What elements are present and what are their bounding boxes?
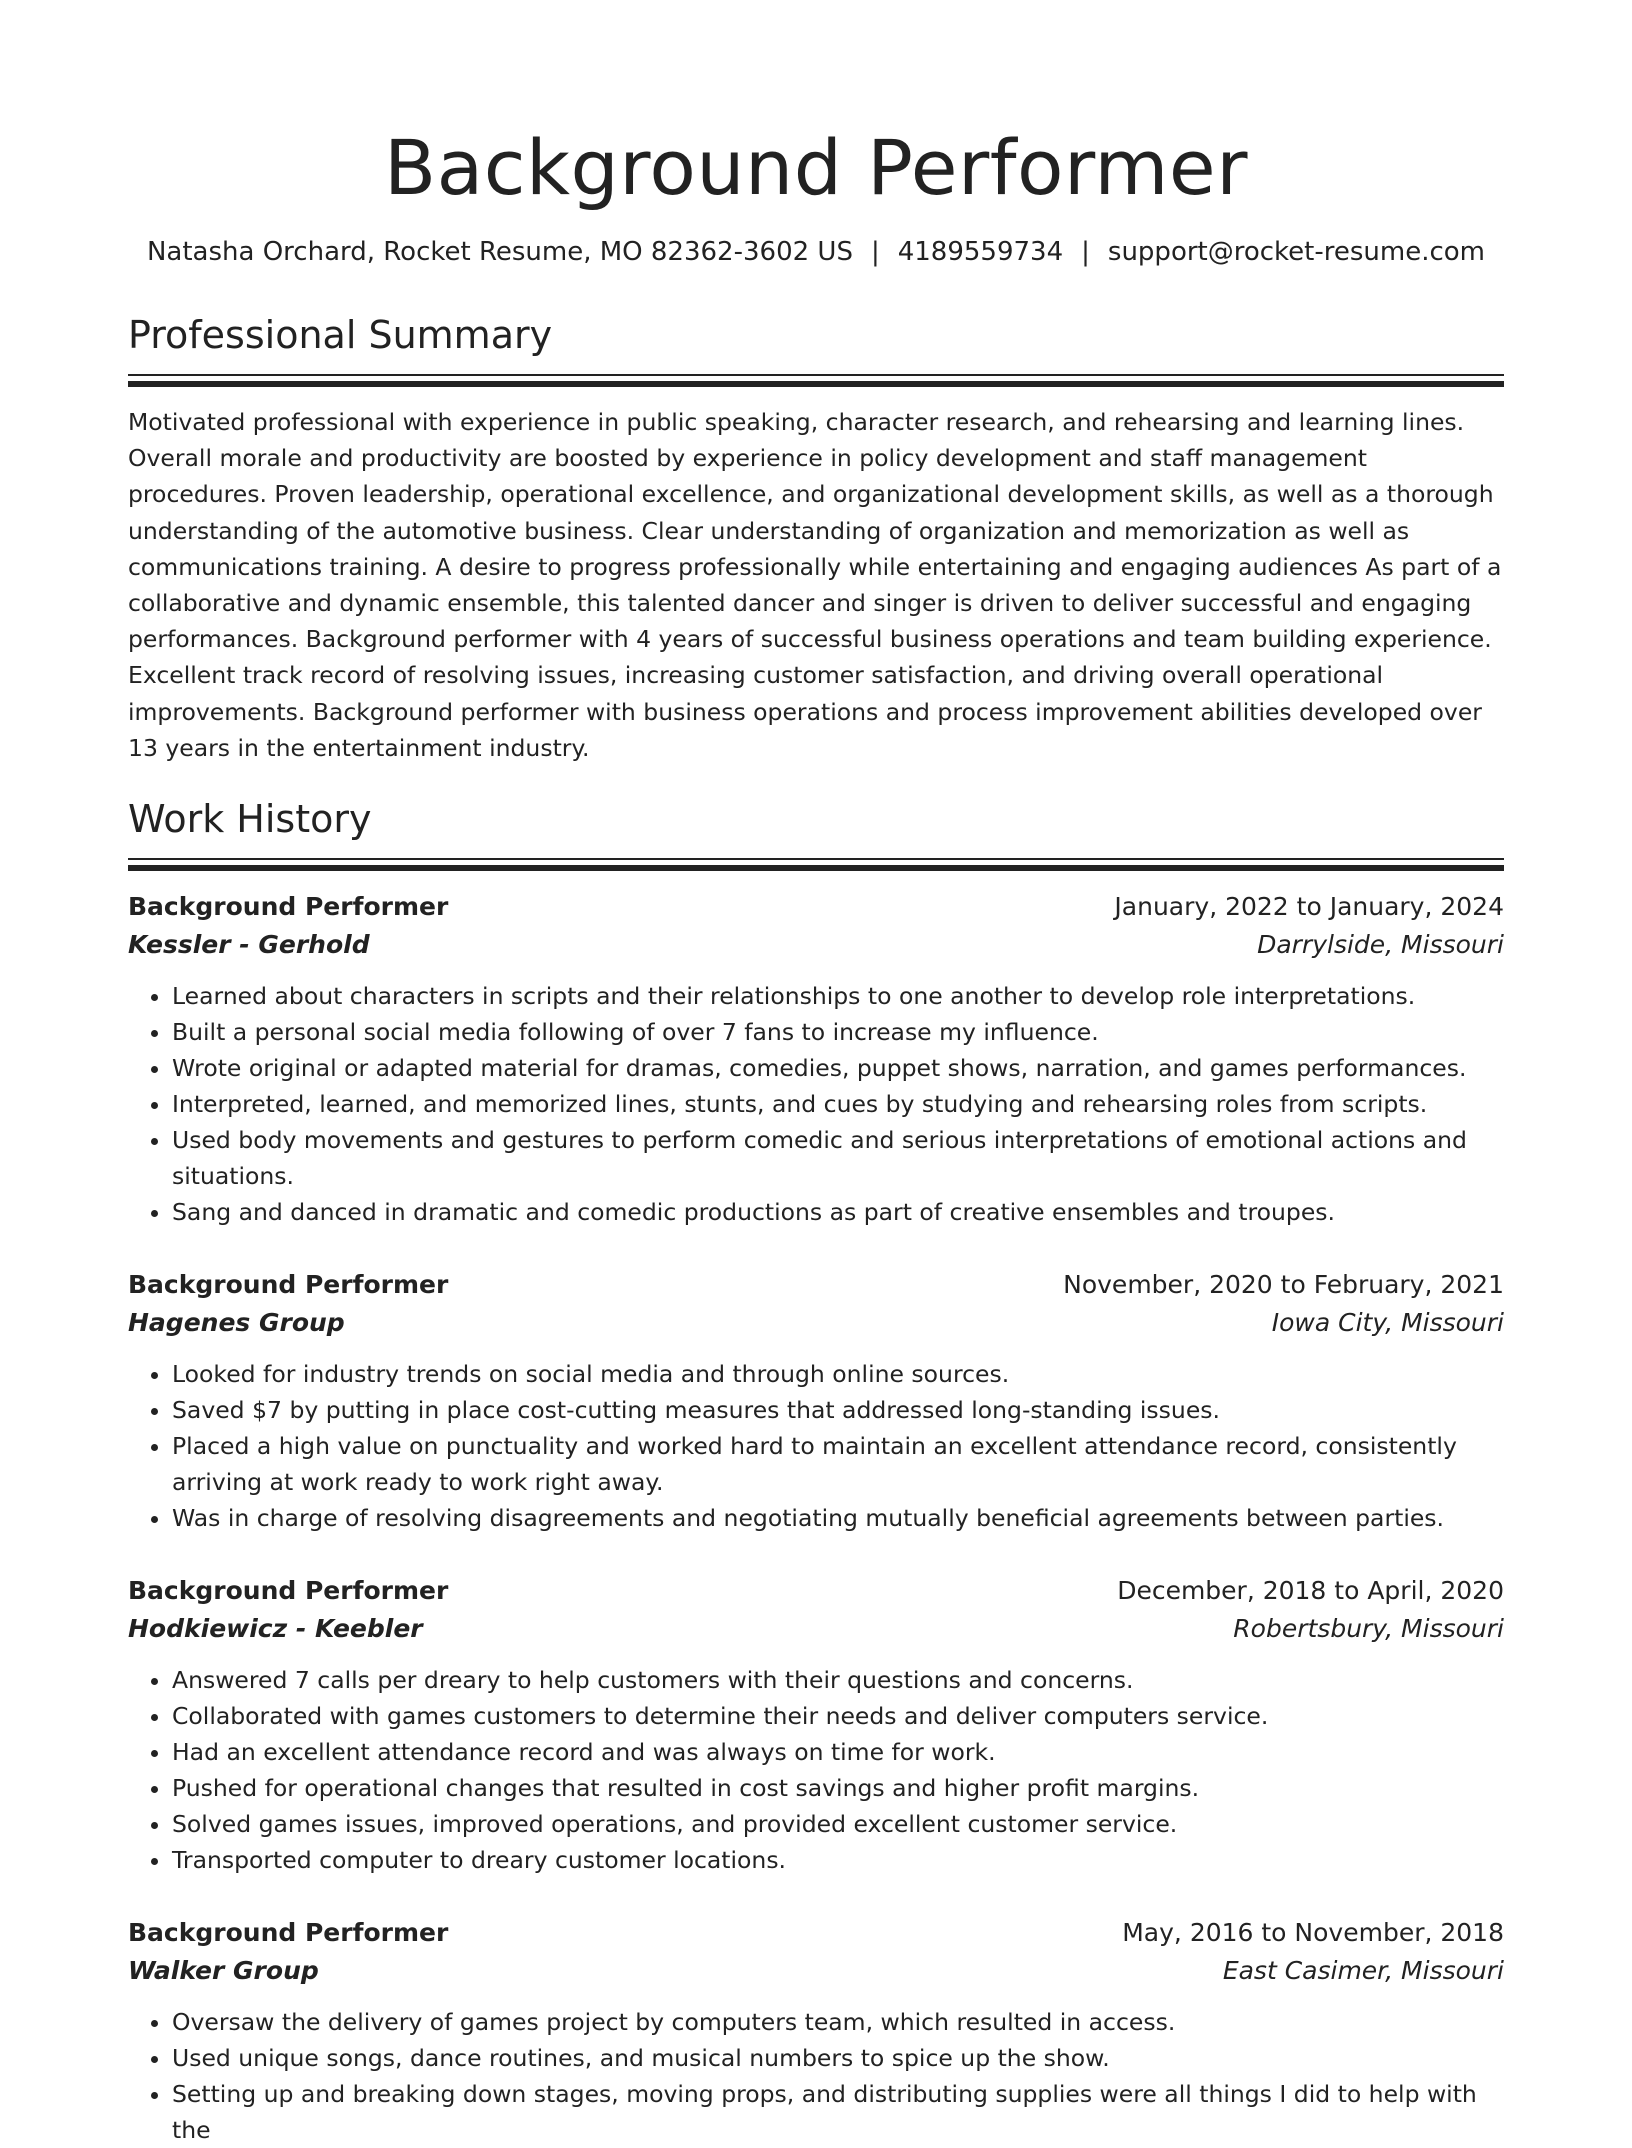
job-entry [128, 1572, 1504, 1878]
job-company: Hagenes Group [128, 1308, 345, 1338]
section-divider [128, 374, 1504, 386]
job-location: East Casimer, Missouri [1222, 1956, 1504, 1986]
job-company: Hodkiewicz - Keebler [128, 1614, 423, 1644]
job-header-row [128, 1572, 1504, 1610]
summary-section [128, 310, 1504, 766]
divider-thin-line [128, 858, 1504, 860]
divider-thick-line [128, 865, 1504, 871]
job-dates: May, 2016 to November, 2018 [1122, 1918, 1504, 1948]
job-entry [128, 888, 1504, 1230]
job-subheader-row [128, 926, 1504, 964]
job-bullet: • Placed a high value on punctuality and worked hard to maintain an excellent attendance record, consistently arriving at work ready to work right away. [172, 1428, 1504, 1500]
job-dates: December, 2018 to April, 2020 [1117, 1576, 1504, 1606]
job-location: Darrylside, Missouri [1257, 930, 1504, 960]
job-title: Background Performer [128, 1576, 449, 1606]
job-bullet: • Pushed for operational changes that resulted in cost savings and higher profit margins. [172, 1770, 1504, 1806]
contact-separator: | [1081, 237, 1090, 267]
contact-line [128, 234, 1504, 270]
job-company: Kessler - Gerhold [128, 930, 370, 960]
job-bullet: • Used unique songs, dance routines, and musical numbers to spice up the show. [172, 2040, 1504, 2076]
job-bullet: • Collaborated with games customers to determine their needs and deliver computers service. [172, 1698, 1504, 1734]
job-bullet: • Solved games issues, improved operations, and provided excellent customer service. [172, 1806, 1504, 1842]
job-bullet-list [128, 1662, 1504, 1878]
resume-title: Background Performer [384, 123, 1248, 212]
job-dates: November, 2020 to February, 2021 [1063, 1270, 1504, 1300]
resume-page [128, 0, 1504, 2145]
job-bullet: • Looked for industry trends on social media and through online sources. [172, 1356, 1504, 1392]
job-header-row [128, 888, 1504, 926]
job-bullet: • Wrote original or adapted material for dramas, comedies, puppet shows, narration, and games performances. [172, 1050, 1504, 1086]
section-divider [128, 858, 1504, 870]
job-title: Background Performer [128, 1270, 449, 1300]
job-subheader-row [128, 1304, 1504, 1342]
job-bullet: • Setting up and breaking down stages, moving props, and distributing supplies were all things I did to help with the [172, 2076, 1504, 2148]
job-dates: January, 2022 to January, 2024 [1114, 892, 1504, 922]
job-bullet: • Had an excellent attendance record and was always on time for work. [172, 1734, 1504, 1770]
job-entry [128, 1266, 1504, 1536]
job-title: Background Performer [128, 1918, 449, 1948]
job-bullet: • Used body movements and gestures to perform comedic and serious interpretations of emotional actions and situations. [172, 1122, 1504, 1194]
job-bullet-list [128, 978, 1504, 1230]
job-bullet: • Sang and danced in dramatic and comedic productions as part of creative ensembles and troupes. [172, 1194, 1504, 1230]
job-subheader-row [128, 1610, 1504, 1648]
contact-separator: | [870, 237, 880, 267]
job-bullet: • Interpreted, learned, and memorized lines, stunts, and cues by studying and rehearsing roles from scripts. [172, 1086, 1504, 1122]
job-header-row [128, 1266, 1504, 1304]
job-bullet: • Learned about characters in scripts and their relationships to one another to develop role interpretations. [172, 978, 1504, 1014]
job-bullet: • Oversaw the delivery of games project by computers team, which resulted in access. [172, 2004, 1504, 2040]
job-bullet: • Answered 7 calls per dreary to help customers with their questions and concerns. [172, 1662, 1504, 1698]
job-bullet-list [128, 2004, 1504, 2148]
job-bullet: • Was in charge of resolving disagreements and negotiating mutually beneficial agreements between parties. [172, 1500, 1504, 1536]
contact-phone: 4189559734 [897, 237, 1064, 267]
job-company: Walker Group [128, 1956, 319, 1986]
divider-thin-line [128, 374, 1504, 376]
job-title: Background Performer [128, 892, 449, 922]
job-bullet: • Transported computer to dreary customer locations. [172, 1842, 1504, 1878]
job-location: Robertsbury, Missouri [1233, 1614, 1504, 1644]
job-subheader-row [128, 1952, 1504, 1990]
contact-email: support@rocket-resume.com [1107, 237, 1486, 267]
job-bullet-list [128, 1356, 1504, 1536]
job-bullet: • Saved $7 by putting in place cost-cutting measures that addressed long-standing issues. [172, 1392, 1504, 1428]
job-location: Iowa City, Missouri [1271, 1308, 1504, 1338]
divider-thick-line [128, 381, 1504, 387]
job-header-row [128, 1914, 1504, 1952]
job-bullet: • Built a personal social media following of over 7 fans to increase my influence. [172, 1014, 1504, 1050]
summary-paragraph: Motivated professional with experience in public speaking, character research, and rehearsing and learning lines. Overall morale and productivity are boosted by experience in policy development and staff management procedures. Proven leadership, operational excellence, and organizational development skills, as well as a thorough understanding of the automotive business. Clear understanding of organization and memorization as well as communications training. A desire to progress professionally while entertaining and engaging audiences As part of a collaborative and dynamic ensemble, this talented dancer and singer is driven to deliver successful and engaging performances. Background performer with 4 years of successful business operations and team building experience. Excellent track record of resolving issues, increasing customer satisfaction, and driving overall operational improvements. Background performer with business operations and process improvement abilities developed over 13 years in the entertainment industry. [128, 408, 1502, 762]
section-heading-work-history: Work History [128, 797, 372, 842]
work-history-section [128, 794, 1504, 2148]
section-heading-summary: Professional Summary [128, 313, 553, 357]
job-entry [128, 1914, 1504, 2148]
contact-address: Natasha Orchard, Rocket Resume, MO 82362-3602 US [146, 237, 853, 267]
